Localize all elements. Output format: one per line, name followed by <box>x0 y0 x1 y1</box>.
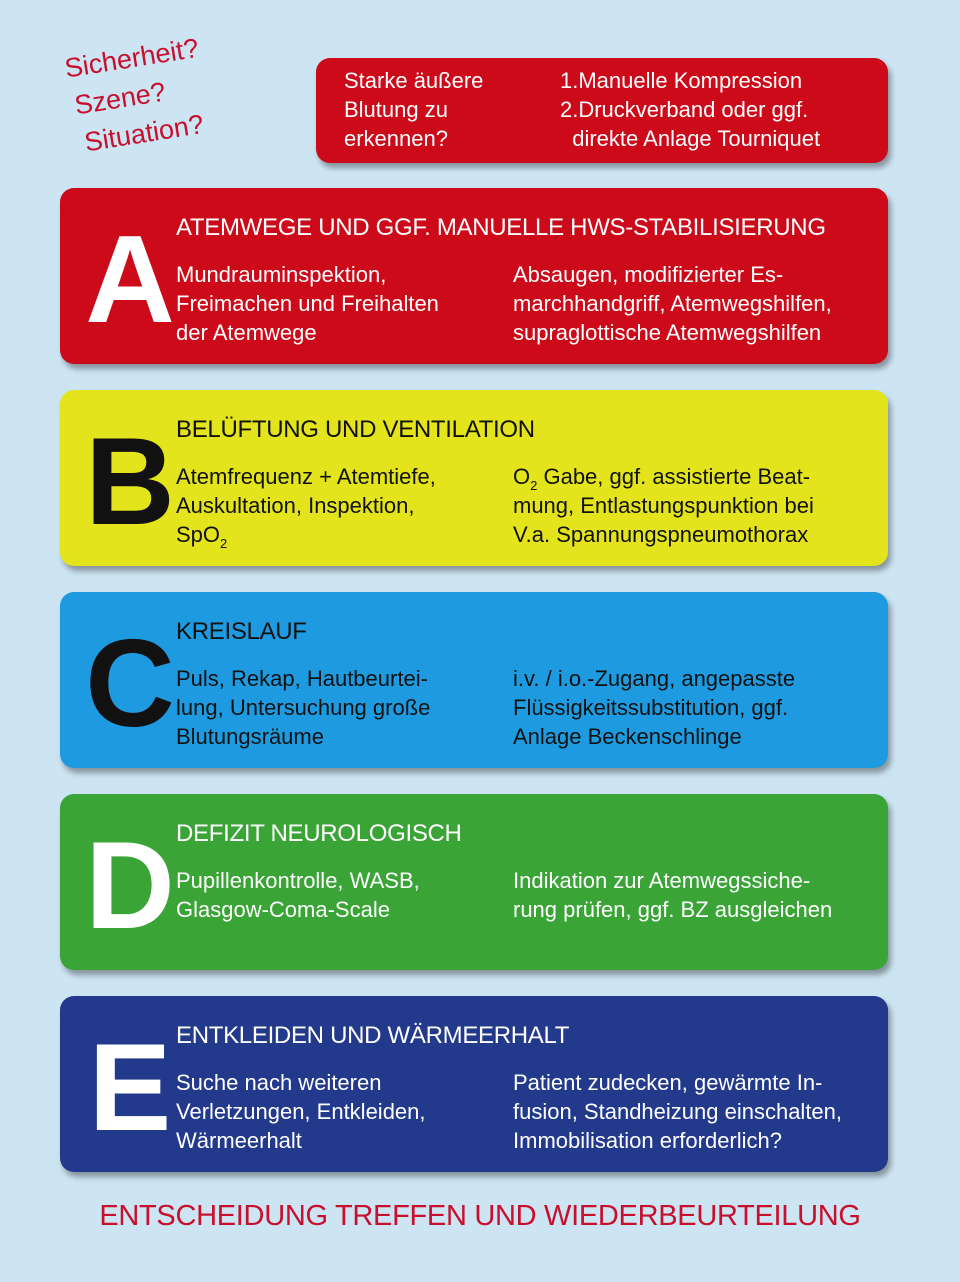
card-measures <box>513 664 883 751</box>
text-line: i.v. / i.o.-Zugang, angepasste <box>513 666 796 691</box>
bleeding-step: 2.Druckverband oder ggf. <box>560 97 809 122</box>
safety-check-questions <box>62 29 213 163</box>
text-line: fusion, Standheizung einschalten, <box>513 1099 843 1124</box>
text-line: Indikation zur Atemwegssiche- <box>513 868 811 893</box>
card-b-breathing <box>60 390 888 566</box>
card-measures <box>513 260 883 347</box>
text-line: Glasgow-Coma-Scale <box>176 897 390 922</box>
card-assessment <box>176 260 496 347</box>
text-line: Flüssigkeitssubstitution, ggf. <box>513 695 789 720</box>
card-title: BELÜFTUNG UND VENTILATION <box>176 416 535 443</box>
text-line: Patient zudecken, gewärmte In- <box>513 1070 823 1095</box>
card-c-circulation <box>60 592 888 768</box>
text-line: der Atemwege <box>176 320 317 345</box>
bleeding-question-line: Starke äußere <box>344 68 484 93</box>
text-line <box>513 462 883 491</box>
footer-decision: ENTSCHEIDUNG TREFFEN UND WIEDERBEURTEILUNG <box>99 1200 861 1232</box>
card-title: DEFIZIT NEUROLOGISCH <box>176 820 462 847</box>
text-line: Blutungsräume <box>176 724 324 749</box>
text-line: Immobilisation erforderlich? <box>513 1128 782 1153</box>
text-line <box>176 520 496 549</box>
card-e-exposure <box>60 996 888 1172</box>
card-letter: E <box>88 1019 172 1157</box>
card-letter: D <box>85 817 175 955</box>
text-line: mung, Entlastungspunktion bei <box>513 493 814 518</box>
card-letter: C <box>85 615 175 753</box>
text-line: marchhandgriff, Atemwegshilfen, <box>513 291 832 316</box>
safety-question: Sicherheit? <box>62 32 201 84</box>
text-fragment: Gabe, ggf. assistierte Beat- <box>537 464 811 489</box>
card-assessment <box>176 1068 496 1155</box>
card-assessment <box>176 462 496 549</box>
card-d-disability <box>60 794 888 970</box>
text-line: Atemfrequenz + Atemtiefe, <box>176 464 436 489</box>
card-title: ENTKLEIDEN UND WÄRMEERHALT <box>176 1022 570 1049</box>
bleeding-box <box>316 58 888 163</box>
card-assessment <box>176 664 496 751</box>
text-line: V.a. Spannungspneumothorax <box>513 522 809 547</box>
card-letter: B <box>85 413 175 551</box>
bleeding-question-line: Blutung zu <box>344 97 448 122</box>
text-line: Wärmeerhalt <box>176 1128 302 1153</box>
text-line: lung, Untersuchung große <box>176 695 431 720</box>
subscript: 2 <box>530 478 538 493</box>
bleeding-steps <box>560 66 880 153</box>
card-assessment <box>176 866 496 924</box>
spo2-label: SpO <box>176 522 221 547</box>
text-line: Anlage Beckenschlinge <box>513 724 742 749</box>
text-line: Mundrauminspektion, <box>176 262 387 287</box>
scene-question: Szene? <box>72 76 168 121</box>
card-letter: A <box>85 211 175 349</box>
card-measures <box>513 866 883 924</box>
bleeding-step: 1.Manuelle Kompression <box>560 68 803 93</box>
card-measures <box>513 462 883 549</box>
text-line: rung prüfen, ggf. BZ ausgleichen <box>513 897 833 922</box>
card-a-airway <box>60 188 888 364</box>
bleeding-question <box>344 66 544 153</box>
text-line: Suche nach weiteren <box>176 1070 382 1095</box>
situation-question: Situation? <box>82 108 206 158</box>
subscript: 2 <box>220 536 228 551</box>
card-title: ATEMWEGE UND GGF. MANUELLE HWS-STABILISIERUNG <box>176 214 826 241</box>
text-line: Freimachen und Freihalten <box>176 291 439 316</box>
card-title: KREISLAUF <box>176 618 307 645</box>
bleeding-step: direkte Anlage Tourniquet <box>560 126 821 151</box>
card-measures <box>513 1068 883 1155</box>
text-line: Puls, Rekap, Hautbeurtei- <box>176 666 428 691</box>
oxygen-label: O <box>513 464 531 489</box>
bleeding-question-line: erkennen? <box>344 126 448 151</box>
text-line: Auskultation, Inspektion, <box>176 493 415 518</box>
text-line: Pupillenkontrolle, WASB, <box>176 868 420 893</box>
text-line: supraglottische Atemwegshilfen <box>513 320 822 345</box>
text-line: Verletzungen, Entkleiden, <box>176 1099 426 1124</box>
text-line: Absaugen, modifizierter Es- <box>513 262 784 287</box>
